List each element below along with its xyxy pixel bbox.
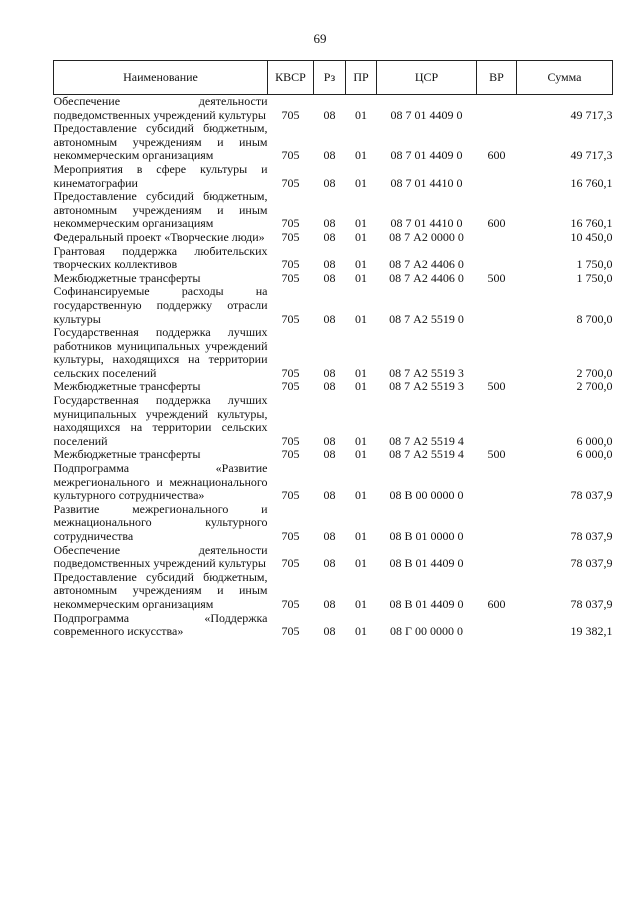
row-name: Межбюджетные трансферты xyxy=(53,379,201,394)
budget-table xyxy=(53,60,613,639)
row-sum: 78 037,9 xyxy=(570,596,613,611)
row-pr: 01 xyxy=(355,433,367,448)
row-name: Межбюджетные трансферты xyxy=(53,270,201,285)
row-csr: 08 7 01 4409 0 xyxy=(390,107,463,122)
table-row xyxy=(54,95,613,123)
row-name: Межбюджетные трансферты xyxy=(53,447,201,462)
row-sum: 8 700,0 xyxy=(576,311,613,326)
row-pr: 01 xyxy=(355,379,367,394)
row-name: Предоставление субсидий бюджетным, автономным учреждениям и иным некоммерческим организациям xyxy=(53,189,268,231)
table-row xyxy=(54,122,613,163)
row-rz: 08 xyxy=(323,148,336,163)
row-name: Подпрограмма «Развитие межрегионального и межнационального культурного сотрудничества» xyxy=(53,461,268,503)
table-row xyxy=(54,326,613,380)
row-name: Федеральный проект «Творческие люди» xyxy=(53,229,265,244)
row-sum: 78 037,9 xyxy=(570,556,613,571)
row-vr xyxy=(477,231,517,245)
row-name: Предоставление субсидий бюджетным, автономным учреждениям и иным некоммерческим организациям xyxy=(53,121,268,163)
table-row xyxy=(54,544,613,571)
row-csr: 08 7 А2 5519 3 xyxy=(389,365,464,380)
table-row xyxy=(54,612,613,639)
row-vr xyxy=(477,503,517,544)
row-sum: 78 037,9 xyxy=(570,529,613,543)
row-rz: 08 xyxy=(323,529,336,543)
table-row xyxy=(54,245,613,272)
row-name: Мероприятия в сфере культуры и кинематографии xyxy=(53,161,268,190)
row-name: Обеспечение деятельности подведомственных учреждений культуры xyxy=(53,542,268,571)
row-kvsr: 705 xyxy=(281,365,300,380)
row-rz: 08 xyxy=(323,107,336,122)
row-rz: 08 xyxy=(323,270,336,285)
row-kvsr: 705 xyxy=(281,229,300,244)
row-vr xyxy=(477,394,517,448)
row-rz: 08 xyxy=(323,379,336,394)
row-rz: 08 xyxy=(323,596,336,611)
row-kvsr: 705 xyxy=(281,433,300,448)
row-pr: 01 xyxy=(355,311,367,326)
row-rz: 08 xyxy=(323,229,336,244)
row-vr: 600 xyxy=(487,596,506,611)
table-row xyxy=(54,231,613,245)
row-name: Софинансируемые расходы на государственную поддержку отрасли культуры xyxy=(53,284,268,326)
row-sum: 10 450,0 xyxy=(570,229,613,244)
row-name: Обеспечение деятельности подведомственных учреждений культуры xyxy=(53,94,268,122)
row-name: Предоставление субсидий бюджетным, автономным учреждениям и иным некоммерческим организациям xyxy=(53,569,268,611)
row-kvsr: 705 xyxy=(281,270,300,285)
row-sum: 1 750,0 xyxy=(576,270,613,285)
row-name: Развитие межрегионального и межнационального культурного сотрудничества xyxy=(53,501,268,543)
row-name: Государственная поддержка лучших муниципальных учреждений культуры, находящихся на территории сельских поселений xyxy=(53,393,268,448)
row-pr: 01 xyxy=(355,556,367,571)
table-body xyxy=(54,95,613,639)
row-pr: 01 xyxy=(355,596,367,611)
row-csr: 08 7 01 4410 0 xyxy=(390,216,463,231)
row-rz: 08 xyxy=(323,488,336,503)
row-sum: 78 037,9 xyxy=(570,488,613,503)
row-pr: 01 xyxy=(355,175,367,190)
header-sum: Сумма xyxy=(517,61,613,95)
row-rz: 08 xyxy=(323,447,336,462)
row-csr: 08 7 А2 5519 0 xyxy=(389,311,464,326)
row-csr: 08 Г 00 0000 0 xyxy=(390,624,463,639)
row-csr: 08 7 01 4410 0 xyxy=(390,175,463,190)
header-pr: ПР xyxy=(346,61,377,95)
row-pr: 01 xyxy=(355,624,367,639)
row-kvsr: 705 xyxy=(281,379,300,394)
row-rz: 08 xyxy=(323,257,336,272)
row-pr: 01 xyxy=(355,447,367,462)
row-csr: 08 7 А2 4406 0 xyxy=(389,270,464,285)
row-vr: 500 xyxy=(487,379,506,394)
row-pr: 01 xyxy=(355,148,367,163)
row-pr: 01 xyxy=(355,270,367,285)
row-vr xyxy=(477,544,517,571)
row-csr: 08 7 А2 5519 3 xyxy=(389,379,464,394)
row-kvsr: 705 xyxy=(281,447,300,462)
row-vr xyxy=(477,285,517,326)
row-csr: 08 7 А2 4406 0 xyxy=(389,257,464,272)
row-sum: 49 717,3 xyxy=(570,148,613,163)
row-kvsr: 705 xyxy=(281,488,300,503)
row-vr: 600 xyxy=(487,148,506,163)
table-header-row xyxy=(54,61,613,95)
row-pr: 01 xyxy=(355,365,367,380)
row-rz: 08 xyxy=(323,433,336,448)
row-name: Грантовая поддержка любительских творческих коллективов xyxy=(53,243,268,272)
row-csr: 08 В 01 4409 0 xyxy=(389,556,464,571)
table-row xyxy=(54,394,613,448)
row-vr: 600 xyxy=(487,216,506,231)
row-vr xyxy=(477,612,517,639)
row-kvsr: 705 xyxy=(281,556,300,571)
row-csr: 08 7 А2 0000 0 xyxy=(389,229,464,244)
row-rz: 08 xyxy=(323,556,336,571)
table-row xyxy=(54,448,613,462)
table-row xyxy=(54,462,613,503)
row-kvsr: 705 xyxy=(281,107,300,122)
row-vr: 500 xyxy=(487,270,506,285)
row-kvsr: 705 xyxy=(281,529,300,543)
row-sum: 19 382,1 xyxy=(570,624,613,639)
header-rz: Рз xyxy=(314,61,346,95)
row-sum: 1 750,0 xyxy=(576,257,613,272)
row-vr xyxy=(477,245,517,272)
row-sum: 2 700,0 xyxy=(576,365,613,380)
row-pr: 01 xyxy=(355,229,367,244)
header-kvsr: КВСР xyxy=(268,61,314,95)
row-pr: 01 xyxy=(355,107,367,122)
row-name: Подпрограмма «Поддержка современного искусства» xyxy=(53,610,268,639)
row-sum: 2 700,0 xyxy=(576,379,613,394)
row-rz: 08 xyxy=(323,216,336,231)
page-number: 69 xyxy=(313,31,327,46)
row-csr: 08 7 А2 5519 4 xyxy=(389,433,464,448)
row-name: Государственная поддержка лучших работников муниципальных учреждений культуры, находящихся на территории сельских поселений xyxy=(53,325,268,380)
row-vr: 500 xyxy=(487,447,506,462)
row-rz: 08 xyxy=(323,175,336,190)
row-pr: 01 xyxy=(355,216,367,231)
row-csr: 08 7 01 4409 0 xyxy=(390,148,463,163)
row-sum: 6 000,0 xyxy=(576,433,613,448)
row-kvsr: 705 xyxy=(281,596,300,611)
header-vr: ВР xyxy=(477,61,517,95)
header-csr: ЦСР xyxy=(377,61,477,95)
row-pr: 01 xyxy=(355,488,367,503)
row-vr xyxy=(477,326,517,380)
row-csr: 08 В 01 4409 0 xyxy=(389,596,464,611)
table-row xyxy=(54,285,613,326)
row-kvsr: 705 xyxy=(281,148,300,163)
table-row xyxy=(54,190,613,231)
row-csr: 08 В 01 0000 0 xyxy=(389,529,464,543)
row-csr: 08 В 00 0000 0 xyxy=(389,488,464,503)
row-vr xyxy=(477,462,517,503)
row-pr: 01 xyxy=(355,257,367,272)
table-row xyxy=(54,503,613,544)
row-kvsr: 705 xyxy=(281,311,300,326)
row-kvsr: 705 xyxy=(281,175,300,190)
row-kvsr: 705 xyxy=(281,216,300,231)
row-pr: 01 xyxy=(355,529,367,543)
row-vr xyxy=(477,163,517,190)
row-csr: 08 7 А2 5519 4 xyxy=(389,447,464,462)
row-kvsr: 705 xyxy=(281,257,300,272)
table-row xyxy=(54,380,613,394)
row-rz: 08 xyxy=(323,311,336,326)
row-sum: 6 000,0 xyxy=(576,447,613,462)
table-row xyxy=(54,163,613,190)
row-sum: 49 717,3 xyxy=(570,107,613,122)
row-rz: 08 xyxy=(323,624,336,639)
row-kvsr: 705 xyxy=(281,624,300,639)
table-row xyxy=(54,571,613,612)
table-row xyxy=(54,272,613,286)
header-name: Наименование xyxy=(54,61,268,95)
row-sum: 16 760,1 xyxy=(570,175,613,190)
row-sum: 16 760,1 xyxy=(570,216,613,231)
row-rz: 08 xyxy=(323,365,336,380)
row-vr xyxy=(477,95,517,123)
